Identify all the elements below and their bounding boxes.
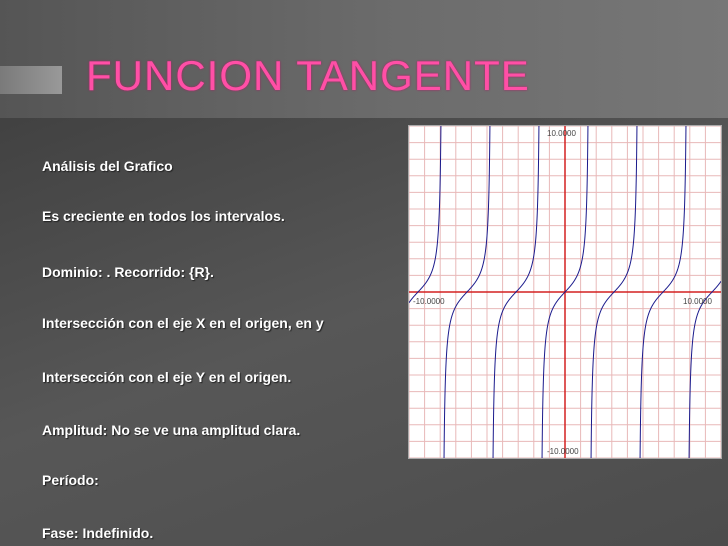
bullet-increasing: Es creciente en todos los intervalos. [42, 208, 285, 224]
bullet-domain: Dominio: . Recorrido: {R}. [42, 264, 214, 280]
tick-label-x-max: 10.0000 [683, 297, 712, 306]
bullet-analysis: Análisis del Grafico [42, 158, 173, 174]
bullet-y-intersection: Intersección con el eje Y en el origen. [42, 369, 292, 385]
bullet-amplitude: Amplitud: No se ve una amplitud clara. [42, 422, 301, 438]
tangent-plot [409, 126, 721, 458]
tick-label-y-max: 10.0000 [547, 129, 576, 138]
bullet-period: Período: [42, 472, 99, 488]
slide-title: FUNCION TANGENTE [86, 52, 530, 99]
title-accent-bar [0, 66, 62, 94]
bullet-phase: Fase: Indefinido. [42, 525, 154, 541]
tick-label-x-min: -10.0000 [413, 297, 445, 306]
tangent-graph [408, 125, 722, 459]
bullet-x-intersection: Intersección con el eje X en el origen, en y [42, 315, 324, 331]
tick-label-y-min: -10.0000 [547, 447, 579, 456]
